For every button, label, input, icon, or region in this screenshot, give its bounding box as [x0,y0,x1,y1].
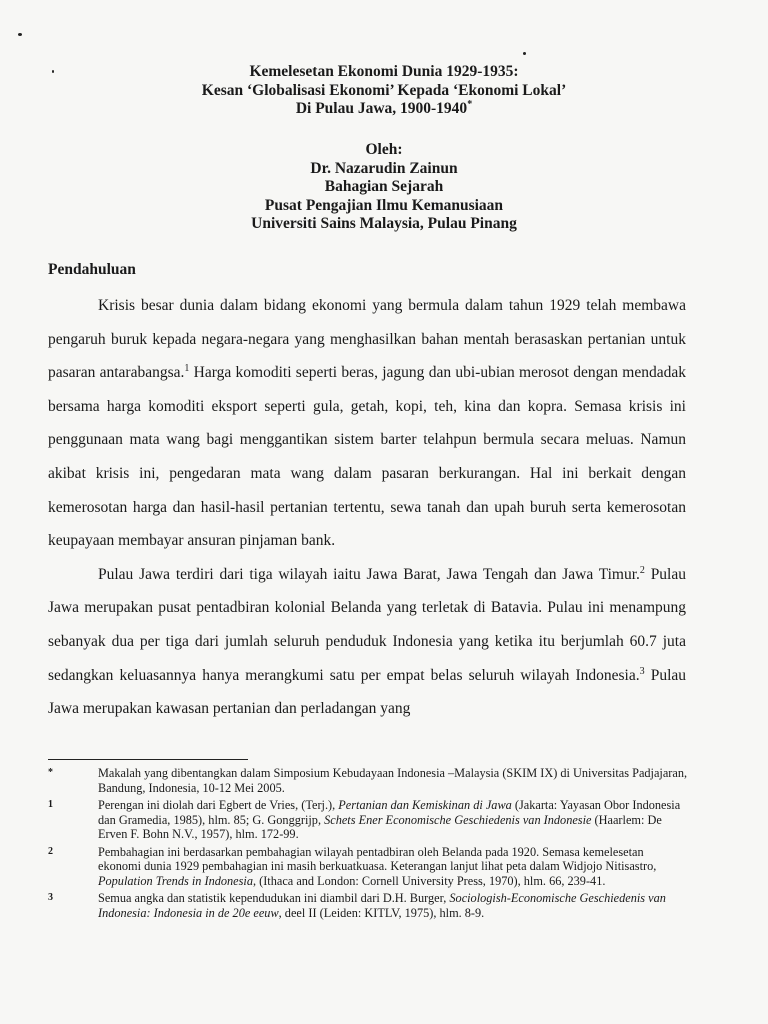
author-department: Bahagian Sejarah [324,178,444,195]
body-text [48,289,686,726]
scan-speck [523,52,526,55]
author-block [48,141,720,234]
footnote-2: 2 Pembahagian ini berdasarkan pembahagian wilayah pentadbiran oleh Belanda pada 1920. Semasa kemelesetan ekonomi dunia 1929 pembahagian ini masih berkuatkuasa. Keterangan lanjut lihat peta dalam Widjojo Nitisastro, Population Trends in Indonesia, (Ithaca and London: Cornell University Press, 1970), hlm. 66, 239-41. [48,844,657,888]
footnote-divider [48,759,248,760]
title-line-1: Kemelesetan Ekonomi Dunia 1929-1935: [249,63,519,80]
document-title [48,63,720,119]
footnotes [48,766,688,923]
section-heading: Pendahuluan [48,261,136,278]
footnote-mark: * [48,767,53,778]
footnote-mark: 3 [48,892,53,903]
footnote-ref-1: 1 [184,363,190,375]
scan-speck [18,33,22,36]
footnote-mark: 1 [48,799,53,810]
title-footnote-marker: * [467,99,473,110]
footnote-ref-2: 2 [639,564,645,576]
footnote-1: 1 Perengan ini diolah dari Egbert de Vries, (Terj.), Pertanian dan Kemiskinan di Jawa (Jakarta: Yayasan Obor Indonesia dan Gramedia, 1985), hlm. 85; G. Gonggrijp, Schets Ener Economische Geschiedenis van Indonesie (Haarlem: De Erven F. Bohn N.V., 1957), hlm. 172-99. [48,798,681,841]
paragraph-1: Krisis besar dunia dalam bidang ekonomi yang bermula dalam tahun 1929 telah membawa pengaruh buruk kepada negara-negara yang menghasilkan bahan mentah berasaskan pertanian untuk pasaran antarabangsa.$^1$ Harga komoditi seperti beras, jagung dan ubi-ubian merosot dengan mendadak bersama harga komoditi eksport seperti gula, getah, kopi, teh, kina dan kopra. Semasa krisis ini penggunaan mata wang bagi menggantikan sistem barter telahpun bermula secara meluas. Namun akibat krisis ini, pengedaran mata wang dalam pasaran berkurangan. Hal ini berkait dengan kemerosotan harga dan hasil-hasil pertanian tertentu, sewa tanah dan upah buruh serta kemerosotan keupayaan membayar ansuran pinjaman bank. [48,297,686,550]
footnote-mark: 2 [48,845,53,857]
author-name: Dr. Nazarudin Zainun [310,159,458,177]
author-centre: Pusat Pengajian Ilmu Kemanusiaan [264,196,504,214]
title-line-3: Di Pulau Jawa, 1900-1940* [295,99,473,117]
title-line-2: Kesan ‘Globalisasi Ekonomi’ Kepada ‘Ekonomi Lokal’ [201,81,567,99]
paragraph-2: Pulau Jawa terdiri dari tiga wilayah iaitu Jawa Barat, Jawa Tengah dan Jawa Timur.$^2$ Pulau Jawa merupakan pusat pentadbiran kolonial Belanda yang terletak di Batavia. Pulau ini menampung sebanyak dua per tiga dari jumlah seluruh penduduk Indonesia yang ketika itu berjumlah 60.7 juta sedangkan keluasannya hanya merangkumi satu per empat belas seluruh wilayah Indonesia.$^3$ Pulau Jawa merupakan kawasan pertanian dan perladangan yang [48,564,687,718]
footnote-3: 3 Semua angka dan statistik kependudukan ini diambil dari D.H. Burger, Sociologish-Economische Geschiedenis van Indonesia: Indonesia in de 20e eeuw, deel II (Leiden: KITLV, 1975), hlm. 8-9. [48,891,666,920]
author-university: Universiti Sains Malaysia, Pulau Pinang [251,215,517,232]
author-by-label: Oleh: [365,141,403,158]
footnote-ref-3: 3 [639,665,645,677]
footnote-star: * Makalah yang dibentangkan dalam Simposium Kebudayaan Indonesia –Malaysia (SKIM IX) di Universitas Padjajaran, Bandung, Indonesia, 10-12 Mei 2005. [48,766,688,795]
